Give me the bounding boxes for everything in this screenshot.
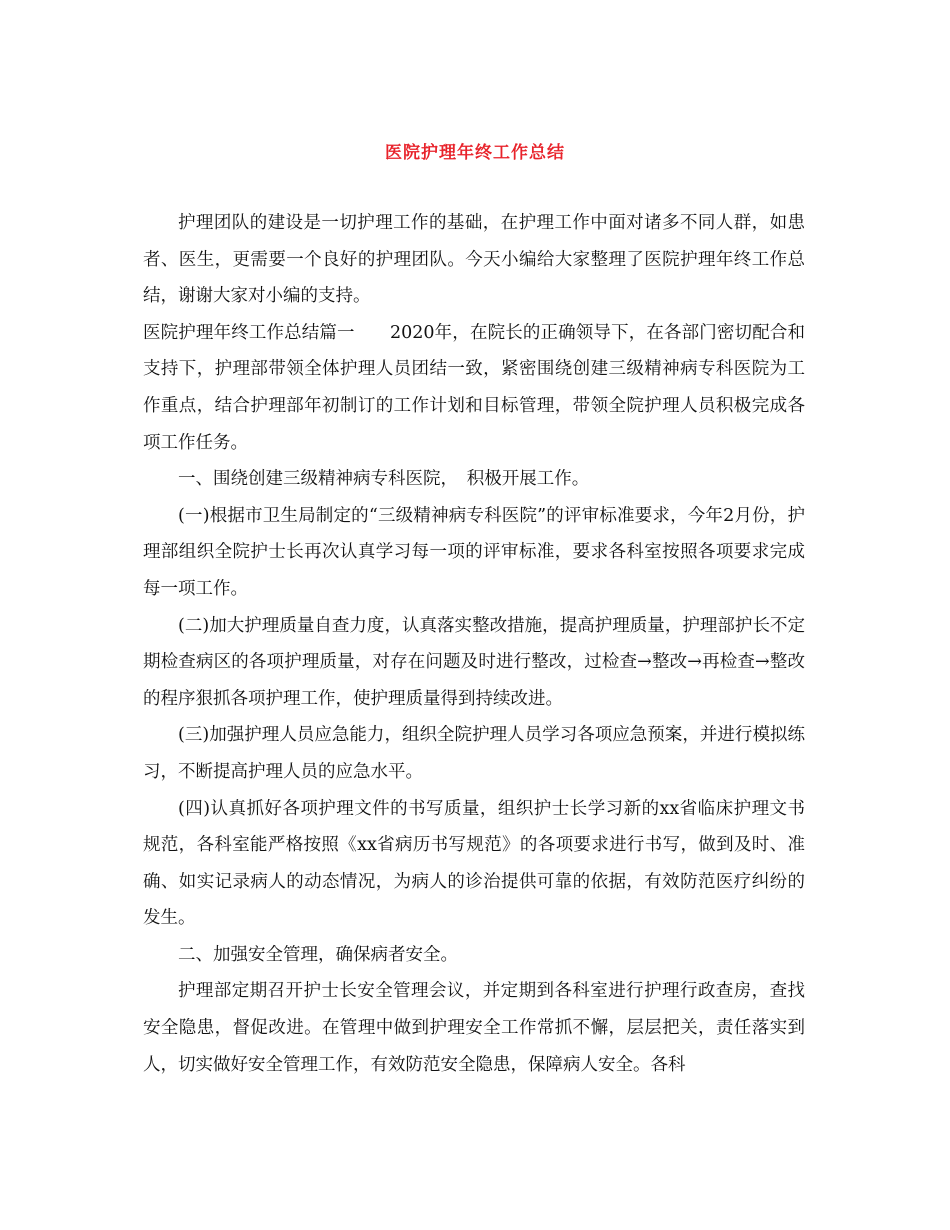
- item-one-paragraph: (一)根据市卫生局制定的“三级精神病专科医院”的评审标准要求，今年2月份，护理部组织全院护士长再次认真学习每一项的评审标准，要求各科室按照各项要求完成每一项工作。: [143, 505, 805, 599]
- document-title: 医院护理年终工作总结: [385, 143, 565, 163]
- item-three-paragraph: (三)加强护理人员应急能力，组织全院护理人员学习各项应急预案，并进行模拟练习，不断提高护理人员的应急水平。: [143, 725, 805, 782]
- document-body: [143, 205, 805, 1083]
- heading-one: 一、围绕创建三级精神病专科医院， 积极开展工作。: [178, 469, 590, 490]
- intro-paragraph: 护理团队的建设是一切护理工作的基础，在护理工作中面对诸多不同人群，如患者、医生，更需要一个良好的护理团队。今天小编给大家整理了医院护理年终工作总结，谢谢大家对小编的支持。: [143, 213, 805, 307]
- item-four-paragraph: (四)认真抓好各项护理文件的书写质量，组织护士长学习新的xx省临床护理文书规范，各科室能严格按照《xx省病历书写规范》的各项要求进行书写，做到及时、准确、如实记录病人的动态情况，为病人的诊治提供可靠的依据，有效防范医疗纠纷的发生。: [143, 798, 805, 929]
- heading-two: 二、加强安全管理，确保病者安全。: [178, 944, 458, 965]
- item-two-paragraph: (二)加大护理质量自查力度，认真落实整改措施，提高护理质量，护理部护长不定期检查病区的各项护理质量，对存在问题及时进行整改，过检查→整改→再检查→整改的程序狠抓各项护理工作，使护理质量得到持续改进。: [143, 615, 805, 709]
- safety-paragraph: 护理部定期召开护士长安全管理会议，并定期到各科室进行护理行政查房，查找安全隐患，督促改进。在管理中做到护理安全工作常抓不懈，层层把关，责任落实到人，切实做好安全管理工作，有效防范安全隐患，保障病人安全。各科: [143, 981, 805, 1075]
- section-one-intro-paragraph: 医院护理年终工作总结篇一 2020年，在院长的正确领导下，在各部门密切配合和支持下，护理部带领全体护理人员团结一致，紧密围绕创建三级精神病专科医院为工作重点，结合护理部年初制订的工作计划和目标管理，带领全院护理人员积极完成各项工作任务。: [143, 322, 805, 453]
